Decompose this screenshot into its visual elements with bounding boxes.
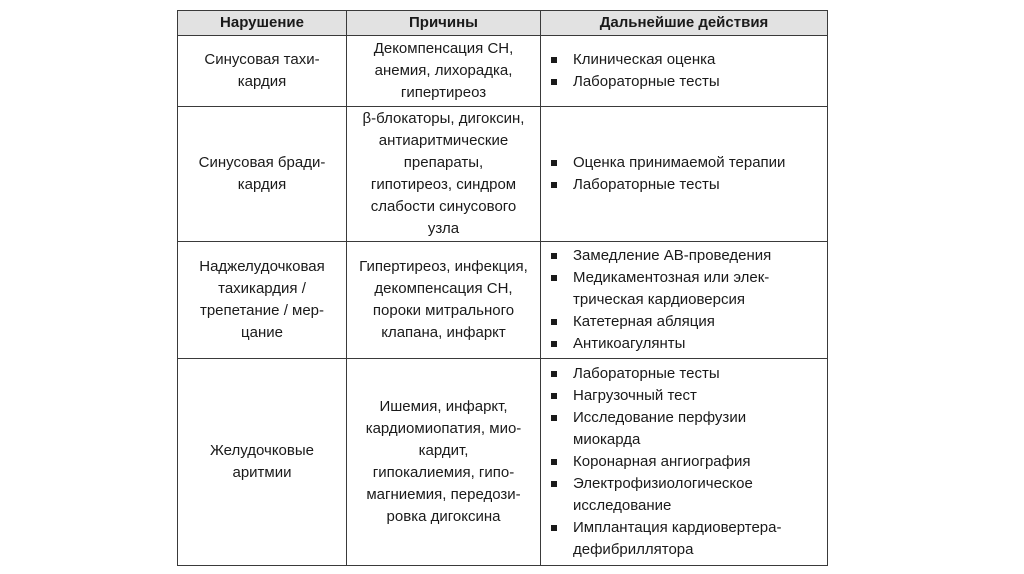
- action-item: [551, 245, 823, 267]
- bullet-icon: [551, 341, 557, 347]
- violation-cell: [178, 107, 347, 242]
- actions-cell: [541, 359, 828, 566]
- arrhythmia-table: [177, 10, 828, 566]
- action-item: [551, 49, 823, 71]
- action-item: [551, 385, 823, 407]
- action-text: Медикаментозная или элек- трическая кардиоверсия: [573, 269, 770, 308]
- violation-text: Желудочковые аритмии: [209, 442, 314, 481]
- action-item: [551, 71, 823, 93]
- action-text: Антикоагулянты: [573, 335, 686, 352]
- causes-text: Ишемия, инфаркт, кардиомиопатия, мио- кардит, гипокалиемия, гипо- магниемия, передози- ровка дигоксина: [365, 398, 522, 525]
- actions-list: [551, 49, 823, 93]
- actions-cell: [541, 107, 828, 242]
- bullet-icon: [551, 415, 557, 421]
- causes-text: β-блокаторы, дигоксин, антиаритмические препараты, гипотиреоз, синдром слабости синусового узла: [362, 110, 525, 237]
- actions-list: [551, 245, 823, 355]
- table-row: [178, 107, 828, 242]
- header-actions: Дальнейшие действия: [541, 11, 828, 36]
- violation-text: Синусовая бради- кардия: [198, 154, 326, 193]
- violation-cell: [178, 242, 347, 359]
- bullet-icon: [551, 79, 557, 85]
- violation-text: Синусовая тахи- кардия: [204, 51, 320, 90]
- table-row: [178, 359, 828, 566]
- action-item: [551, 363, 823, 385]
- bullet-icon: [551, 525, 557, 531]
- actions-cell: [541, 36, 828, 107]
- action-text: Оценка принимаемой терапии: [573, 154, 786, 171]
- action-item: [551, 267, 823, 311]
- table-row: [178, 242, 828, 359]
- header-violation: Нарушение: [178, 11, 347, 36]
- action-text: Электрофизиологическое исследование: [573, 475, 753, 514]
- action-text: Лабораторные тесты: [573, 365, 720, 382]
- action-item: [551, 311, 823, 333]
- action-text: Клиническая оценка: [573, 51, 716, 68]
- causes-cell: [347, 36, 541, 107]
- causes-text: Декомпенсация СН, анемия, лихорадка, гипертиреоз: [373, 40, 514, 101]
- bullet-icon: [551, 57, 557, 63]
- bullet-icon: [551, 459, 557, 465]
- table-row: [178, 36, 828, 107]
- action-text: Нагрузочный тест: [573, 387, 697, 404]
- violation-text: Наджелудочковая тахикардия / трепетание / мер- цание: [199, 258, 325, 341]
- header-causes: Причины: [347, 11, 541, 36]
- action-text: Лабораторные тесты: [573, 176, 720, 193]
- violation-cell: [178, 36, 347, 107]
- action-item: [551, 517, 823, 561]
- action-text: Исследование перфузии миокарда: [573, 409, 747, 448]
- action-text: Замедление АВ-проведения: [573, 247, 772, 264]
- action-text: Лабораторные тесты: [573, 73, 720, 90]
- action-item: [551, 152, 823, 174]
- bullet-icon: [551, 481, 557, 487]
- action-text: Имплантация кардиовертера- дефибриллятора: [573, 519, 782, 558]
- causes-cell: [347, 242, 541, 359]
- arrhythmia-table-container: [177, 10, 827, 563]
- action-item: [551, 473, 823, 517]
- causes-cell: [347, 107, 541, 242]
- action-item: [551, 451, 823, 473]
- violation-cell: [178, 359, 347, 566]
- action-text: Коронарная ангиография: [573, 453, 751, 470]
- bullet-icon: [551, 160, 557, 166]
- actions-cell: [541, 242, 828, 359]
- actions-list: [551, 152, 823, 196]
- causes-text: Гипертиреоз, инфекция, декомпенсация СН, пороки митрального клапана, инфаркт: [359, 258, 528, 341]
- causes-cell: [347, 359, 541, 566]
- table-header-row: [178, 11, 828, 36]
- bullet-icon: [551, 275, 557, 281]
- bullet-icon: [551, 253, 557, 259]
- action-item: [551, 333, 823, 355]
- bullet-icon: [551, 182, 557, 188]
- actions-list: [551, 363, 823, 561]
- bullet-icon: [551, 371, 557, 377]
- bullet-icon: [551, 393, 557, 399]
- action-text: Катетерная абляция: [573, 313, 715, 330]
- action-item: [551, 174, 823, 196]
- bullet-icon: [551, 319, 557, 325]
- action-item: [551, 407, 823, 451]
